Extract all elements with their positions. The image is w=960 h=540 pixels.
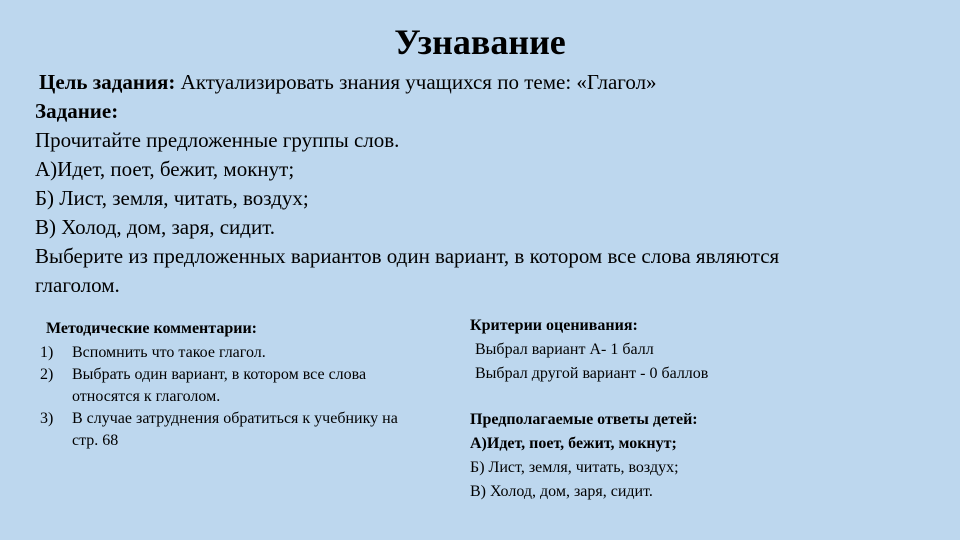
goal-label: Цель задания: bbox=[39, 70, 176, 94]
comment-number: 3) bbox=[40, 410, 54, 427]
task-option-a: А)Идет, поет, бежит, мокнут; bbox=[35, 157, 295, 181]
goal-text: Актуализировать знания учащихся по теме: «Глагол» bbox=[175, 70, 657, 94]
task-line: Прочитайте предложенные группы слов. bbox=[35, 128, 400, 152]
answers-heading: Предполагаемые ответы детей: bbox=[470, 411, 698, 428]
comment-text: Выбрать один вариант, в котором все слова относятся к глаголом. bbox=[72, 366, 367, 405]
answer-other: В) Холод, дом, заря, сидит. bbox=[470, 483, 653, 500]
task-block bbox=[35, 68, 935, 300]
comment-number: 1) bbox=[40, 344, 54, 361]
task-option-c: В) Холод, дом, заря, сидит. bbox=[35, 215, 276, 239]
goal-line bbox=[35, 68, 935, 97]
criteria-line: Выбрал вариант А- 1 балл bbox=[475, 341, 654, 358]
spacer bbox=[470, 386, 930, 408]
criteria-block bbox=[470, 314, 930, 504]
answer-correct: А)Идет, поет, бежит, мокнут; bbox=[470, 435, 677, 452]
comment-text: В случае затруднения обратиться к учебнику на стр. 68 bbox=[72, 410, 398, 449]
comment-item bbox=[40, 342, 420, 364]
task-instruction: Выберите из предложенных вариантов один вариант, в котором все слова являются bbox=[35, 244, 780, 268]
criteria-line: Выбрал другой вариант - 0 баллов bbox=[475, 365, 709, 382]
comment-number: 2) bbox=[40, 366, 54, 383]
comment-text: Вспомнить что такое глагол. bbox=[72, 344, 266, 361]
methodical-comments bbox=[40, 318, 420, 452]
comments-heading: Методические комментарии: bbox=[46, 320, 257, 337]
task-label: Задание: bbox=[35, 99, 119, 123]
task-instruction-end: глаголом. bbox=[35, 273, 120, 297]
criteria-heading: Критерии оценивания: bbox=[470, 317, 638, 334]
slide-title: Узнавание bbox=[394, 22, 566, 62]
answer-other: Б) Лист, земля, читать, воздух; bbox=[470, 459, 679, 476]
comment-item bbox=[40, 408, 420, 452]
comments-list bbox=[40, 342, 420, 452]
comment-item bbox=[40, 364, 420, 408]
task-option-b: Б) Лист, земля, читать, воздух; bbox=[35, 186, 309, 210]
